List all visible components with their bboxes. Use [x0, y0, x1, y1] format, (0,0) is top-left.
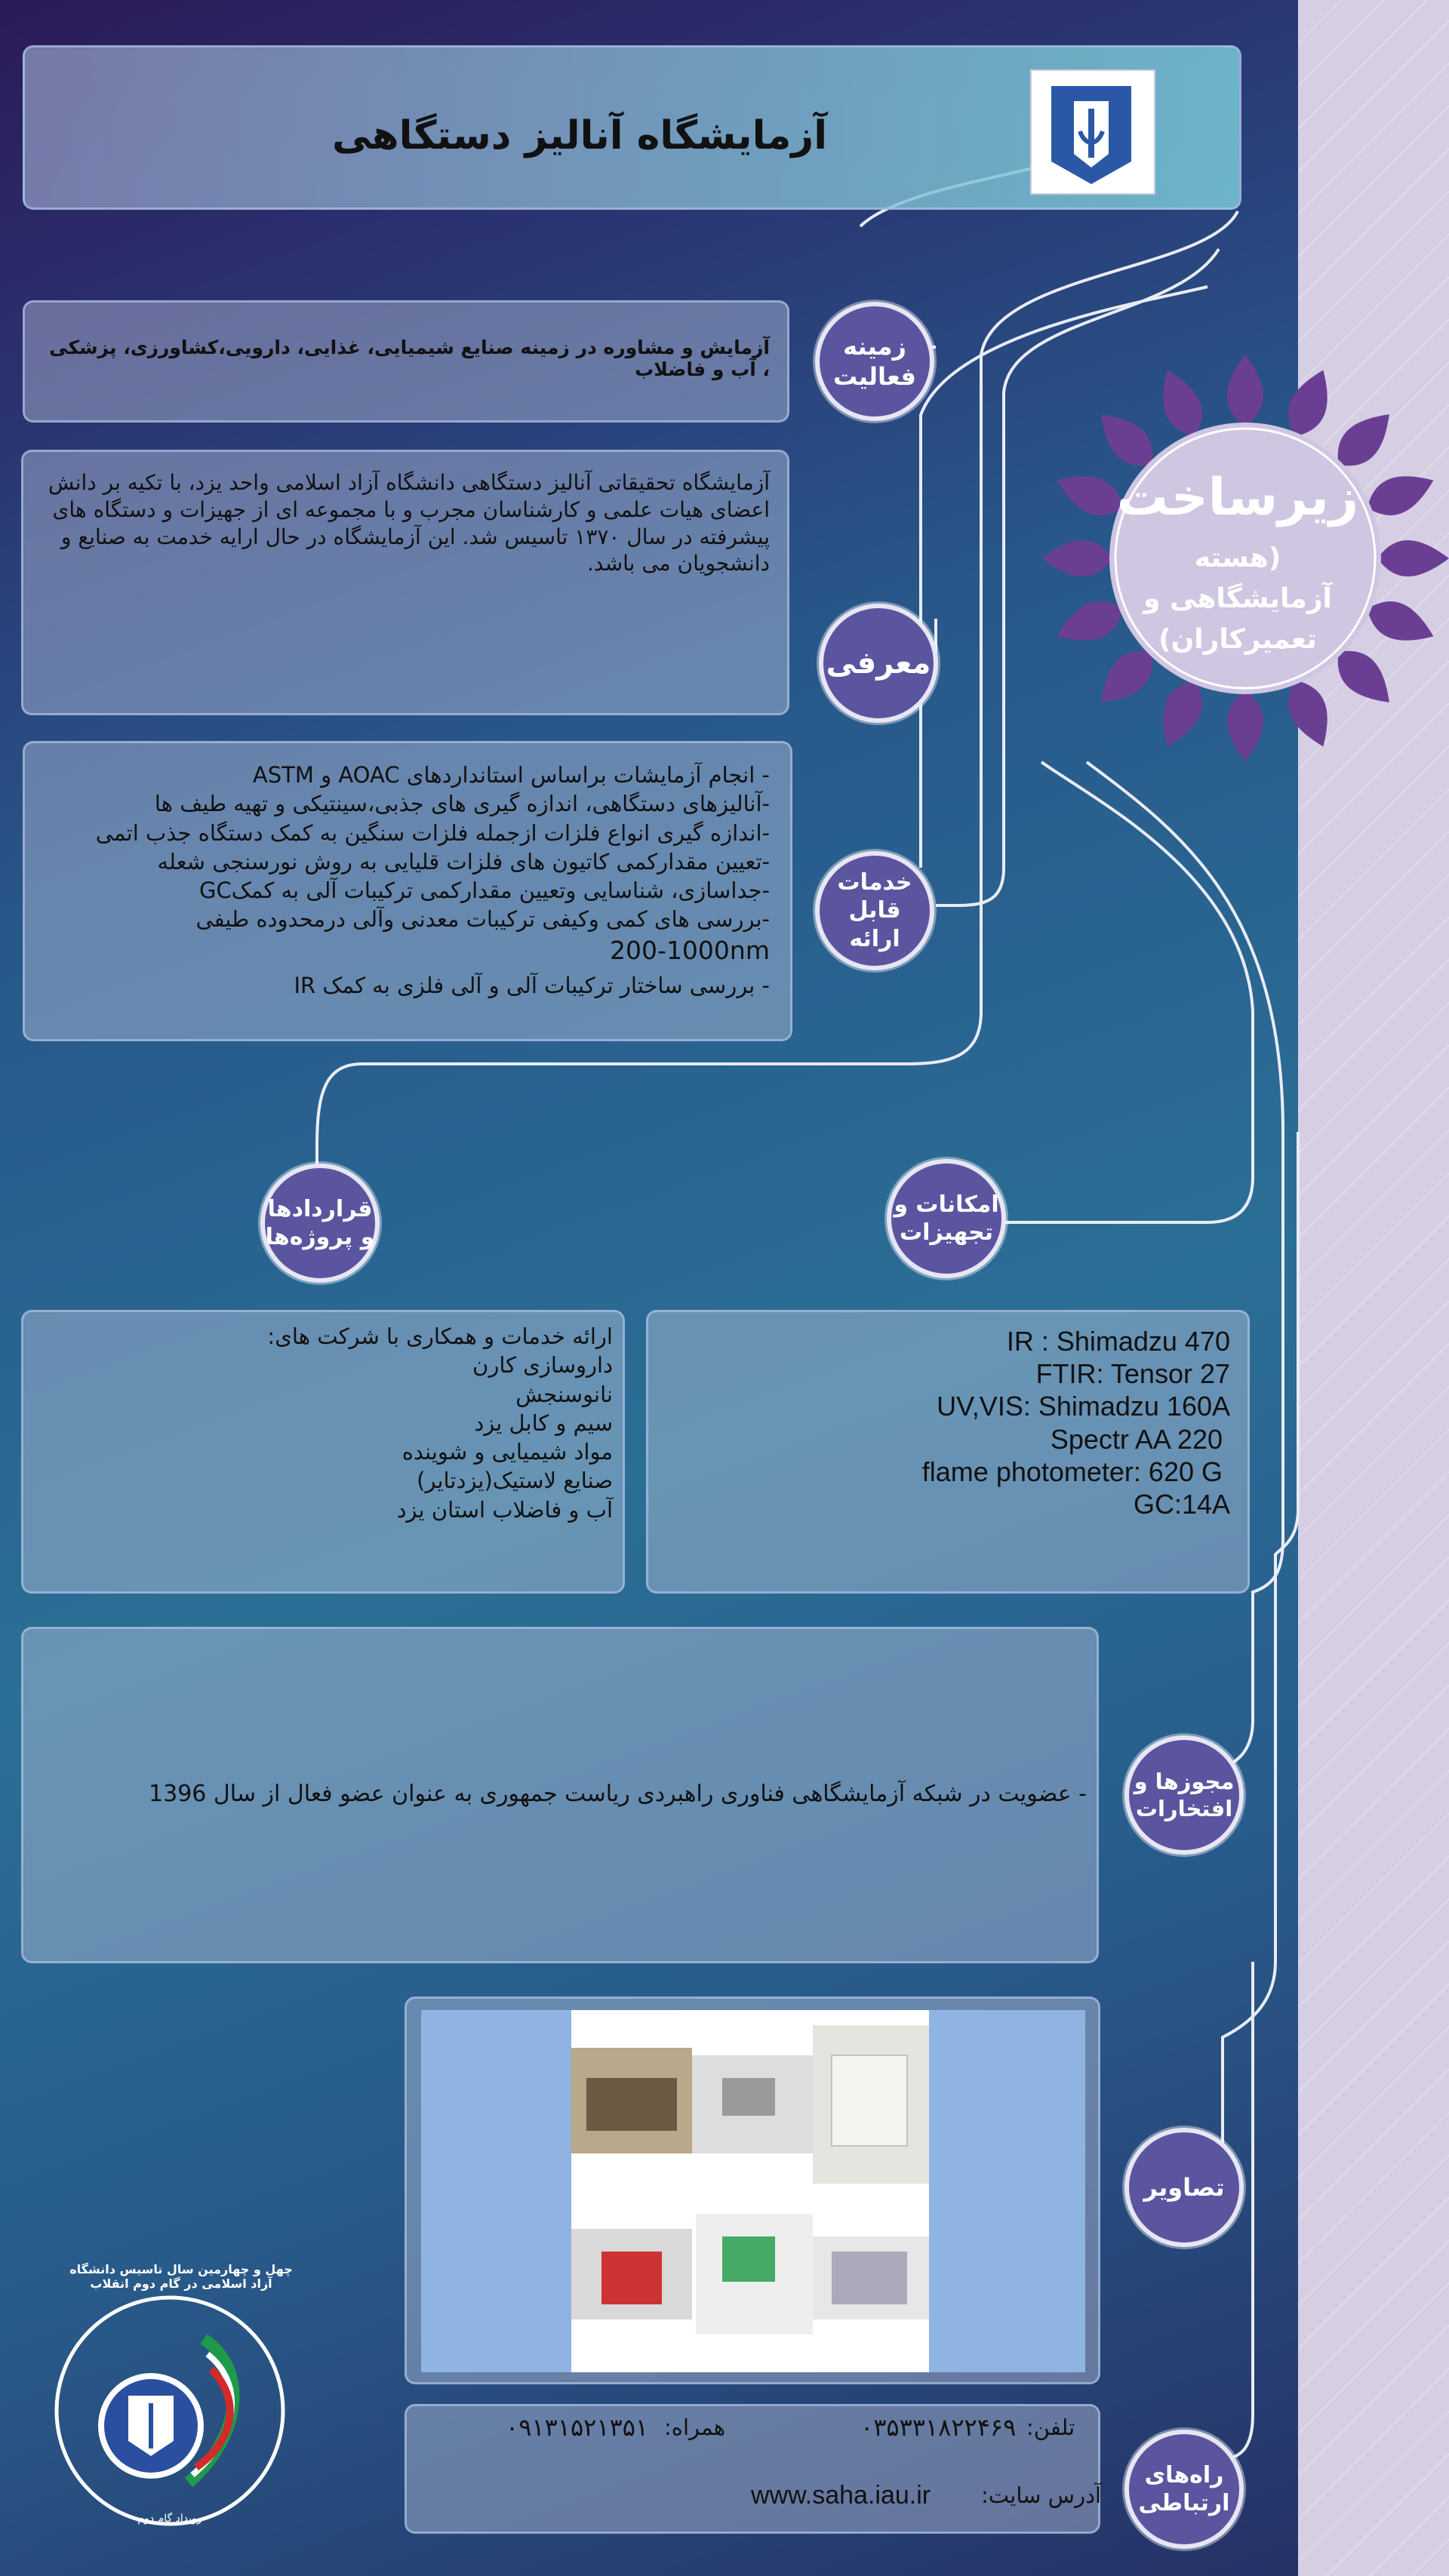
- infrastructure-subtitle: (هسته آزمایشگاهی و تعمیرکاران): [1143, 543, 1332, 655]
- equipment-item: Spectr AA 220: [1050, 1423, 1223, 1455]
- equipment-item: FTIR: Tensor 27: [1035, 1358, 1230, 1390]
- anniversary-motto: رویداد گام دوم: [137, 2513, 202, 2525]
- equipment-circle: [887, 1159, 1006, 1278]
- service-item: -بررسی های کمی وکیفی ترکیبات معدنی وآلی درمحدوده طیفی: [195, 906, 770, 933]
- anniversary-arc-text: چهل و چهارمین سال تاسیس دانشگاه آزاد اسلامی در گام دوم انقلاب: [69, 2262, 293, 2291]
- contracts-list: [45, 1322, 613, 1524]
- equipment-list: [664, 1325, 1230, 1520]
- infrastructure-title: زیرساخت: [1116, 468, 1359, 527]
- contract-item: مواد شیمیایی و شوینده: [401, 1439, 613, 1465]
- contract-item: داروسازی کارن: [472, 1352, 613, 1379]
- mobile-label: همراه:: [664, 2415, 726, 2440]
- anniversary-badge: [45, 2256, 294, 2558]
- activity-text: آزمایش و مشاوره در زمینه صنایع شیمیایی، غذایی، دارویی،کشاورزی، پزشکی ، آب و فاضلاب: [49, 337, 770, 380]
- contracts-label: قراردادها و پروژه‌ها: [265, 1195, 375, 1250]
- contracts-circle: [260, 1164, 380, 1283]
- service-item: - بررسی ساختار ترکیبات آلی و آلی فلزی به کمک IR: [294, 973, 770, 999]
- site-link[interactable]: www.saha.iau.ir: [751, 2481, 931, 2510]
- intro-label: معرفی: [826, 646, 931, 681]
- services-circle: [815, 851, 934, 970]
- contract-item: ارائه خدمات و همکاری با شرکت های:: [267, 1323, 613, 1349]
- lab-photo-collage: [571, 2010, 929, 2372]
- intro-text: آزمایشگاه تحقیقاتی آنالیز دستگاهی دانشگاه آزاد اسلامی واحد یزد، با تکیه بر دانش اعضای هیات علمی و کارشناسان مجرب و با مجموعه ای از جهیزات و دستگاه های پیشرفته در سال ۱۳۷۰ تاسیس شد. این آزمایشگاه در حال ارایه خدمت به صنایع و دانشجویان می باشد.: [48, 470, 770, 576]
- licenses-label: مجوزها و افتخارات: [1134, 1768, 1235, 1821]
- service-item: -آنالیزهای دستگاهی، اندازه گیری های جذبی،سینتیکی و تهیه طیف ها: [154, 791, 770, 817]
- phone-number: ۰۳۵۳۳۱۸۲۲۴۶۹: [860, 2413, 1017, 2442]
- equipment-item: GC:14A: [1133, 1488, 1230, 1520]
- contact-circle: [1124, 2430, 1244, 2549]
- services-list: [45, 761, 770, 1000]
- service-item: - انجام آزمایشات براساس استانداردهای AOAC و ASTM: [252, 762, 770, 788]
- contract-item: سیم و کابل یزد: [474, 1409, 613, 1436]
- equipment-item: flame photometer: 620 G: [921, 1456, 1223, 1487]
- contract-item: صنایع لاستیک(یزدتایر): [417, 1468, 613, 1494]
- licenses-text: - عضویت در شبکه آزمایشگاهی فناوری راهبردی ریاست جمهوری به عنوان عضو فعال از سال 1396: [149, 1781, 1087, 1807]
- equipment-item: UV,VIS: Shimadzu 160A: [937, 1391, 1230, 1422]
- contract-item: آب و فاضلاب استان یزد: [396, 1496, 613, 1523]
- service-item: -اندازه گیری انواع فلزات ازجمله فلزات سنگین به کمک دستگاه جذب اتمی: [95, 819, 770, 846]
- contract-item: نانوسنجش: [515, 1381, 613, 1407]
- site-label: آدرس سایت:: [981, 2482, 1102, 2508]
- images-label: تصاویر: [1143, 2173, 1225, 2202]
- intro-circle: [819, 604, 938, 723]
- activity-circle: [815, 302, 934, 421]
- images-circle: [1124, 2128, 1244, 2247]
- service-item: -تعیین مقدارکمی کاتیون های فلزات قلیایی به روش نورسنجی شعله: [157, 848, 770, 875]
- services-label: خدمات قابل ارائه: [837, 868, 912, 952]
- phone-label: تلفن:: [1026, 2415, 1075, 2440]
- equipment-item: IR : Shimadzu 470: [1006, 1326, 1230, 1357]
- licenses-circle: [1124, 1735, 1244, 1855]
- equipment-label: امکانات و تجهیزات: [894, 1191, 999, 1246]
- university-logo: [1030, 69, 1155, 195]
- activity-label: زمینه فعالیت: [833, 332, 916, 391]
- infrastructure-label: [1102, 468, 1374, 660]
- service-item: -جداسازی، شناسایی وتعیین مقدارکمی ترکیبات آلی به کمکGC: [199, 878, 770, 904]
- mobile-number: ۰۹۱۳۱۵۲۱۳۵۱: [506, 2413, 649, 2442]
- contact-label: راه‌های ارتباطی: [1138, 2461, 1230, 2516]
- page-title: آزمایشگاه آنالیز دستگاهی: [332, 113, 828, 158]
- service-item: 200-1000nm: [610, 935, 770, 965]
